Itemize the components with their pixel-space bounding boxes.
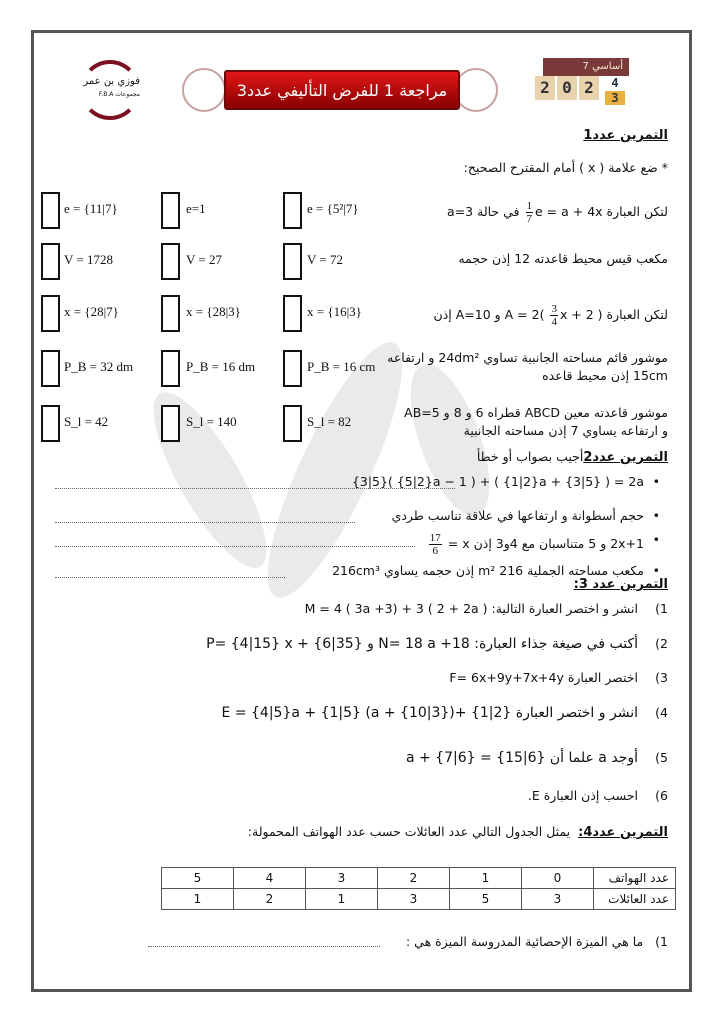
answer-option: e = {5²|7} (307, 201, 359, 216)
ex2-heading-line (477, 449, 668, 465)
year-digit: 0 (557, 76, 577, 100)
table-cell: 2 (378, 868, 450, 889)
question-number: 2) (655, 636, 668, 651)
table-cell: 1 (306, 889, 378, 910)
table-cell: 2 (234, 889, 306, 910)
question-number: 5) (655, 750, 668, 765)
answer-checkbox[interactable] (161, 405, 180, 442)
ex1-instruction: * ضع علامة ( x ) أمام المقترح الصحيح: (463, 160, 668, 175)
answer-checkbox[interactable] (41, 243, 60, 280)
phones-table (161, 867, 676, 910)
true-false-item: مكعب مساحته الجملية 216 m² إذن حجمه يساوي 216cm³ (332, 563, 644, 578)
answer-option: V = 72 (307, 252, 343, 267)
answer-checkbox[interactable] (41, 192, 60, 229)
answer-line[interactable] (55, 488, 455, 489)
ornament-icon (182, 68, 226, 112)
question-number: 1) (655, 601, 668, 616)
true-false-item: {3|5}( {5|2}a − 1 ) + ( {1|2}a + {3|5} ) = 2a (351, 474, 644, 489)
table-cell: 5 (450, 889, 522, 910)
question-text: احسب إذن العبارة E. (527, 788, 638, 803)
ex4-heading-line (248, 824, 668, 840)
question-number: 4) (655, 705, 668, 720)
question-text: ما هي الميزة الإحصائية المدروسة الميزة هي : (405, 934, 644, 949)
table-row (162, 868, 676, 889)
bullet: • (652, 508, 660, 523)
question-text: موشور قاعدته معين ABCD قطراه 6 و 8 و AB=5 (404, 405, 668, 420)
table-cell: 5 (162, 868, 234, 889)
true-false-item: 2x+1 و 5 متناسبان مع 4و3 إذن x = $\frac{17}{6}$ (429, 532, 644, 557)
question-text: 15cm إذن محيط قاعده (542, 368, 668, 383)
question-text: انشر و اختصر العبارة التالية: M = 4 ( 3a +3) + 3 ( 2 + 2a ) (304, 601, 638, 616)
answer-checkbox[interactable] (161, 295, 180, 332)
question-text: لتكن العبارة e = a + 4x $\frac{1}{7}$ في حالة a=3 (447, 200, 668, 225)
question-number: 1) (655, 934, 668, 949)
question-text: لتكن العبارة A = 2( $\frac{3}{4}$ x + 2 ) و A=10 إذن (433, 303, 668, 328)
logo (76, 58, 146, 124)
grade-label: 7 أساسي (543, 58, 629, 76)
answer-checkbox[interactable] (283, 243, 302, 280)
question-text: انشر و اختصر العبارة E = {4|5}a + {1|5} (a + {10|3})+ {1|2} (221, 705, 638, 721)
table-cell: 3 (378, 889, 450, 910)
answer-line[interactable] (55, 522, 355, 523)
bullet: • (652, 474, 660, 489)
table-row (162, 889, 676, 910)
fraction: $\frac{3}{4}$ (551, 303, 557, 328)
fraction: $\frac{17}{6}$ (429, 532, 441, 557)
answer-checkbox[interactable] (41, 350, 60, 387)
ex2-instruction: أجيب بصواب أو خطأ (476, 449, 584, 464)
true-false-item: حجم أسطوانة و ارتفاعها في علاقة تناسب طردي (391, 508, 644, 523)
question-text: أكتب في صيغة جذاء العبارة: N= 18 a +18 و P= {4|15} x + {6|35} (206, 636, 638, 652)
answer-option: x = {28|3} (186, 304, 241, 319)
answer-checkbox[interactable] (161, 243, 180, 280)
ex2-heading: التمرين عدد2 (583, 450, 668, 465)
answer-option: e = {11|7} (64, 201, 118, 216)
logo-text: فوزي بن عمر (83, 76, 140, 87)
answer-line[interactable] (148, 946, 380, 947)
question-text: و ارتفاعه يساوي 7 إذن مساحته الجانبية (463, 423, 668, 438)
ornament-icon (454, 68, 498, 112)
table-cell: 1 (450, 868, 522, 889)
question-text: أوجد a علما أن a + {7|6} = {15|6} (405, 750, 638, 766)
table-row-label: عدد الهواتف (594, 868, 676, 889)
answer-option: P_B = 32 dm (64, 359, 134, 374)
answer-checkbox[interactable] (161, 192, 180, 229)
answer-option: V = 27 (186, 252, 222, 267)
question-text: موشور قائم مساحته الجانبية تساوي 24dm² و ارتفاعه (387, 350, 668, 365)
question-text: مكعب قيس محيط قاعدته 12 إذن حجمه (458, 251, 668, 266)
answer-checkbox[interactable] (41, 295, 60, 332)
answer-line[interactable] (55, 577, 285, 578)
answer-option: x = {28|7} (64, 304, 119, 319)
ex4-instruction: يمثل الجدول التالي عدد العائلات حسب عدد الهواتف المحمولة: (247, 824, 571, 839)
table-cell: 3 (306, 868, 378, 889)
answer-line[interactable] (55, 546, 415, 547)
question-number: 6) (655, 788, 668, 803)
question-number: 3) (655, 670, 668, 685)
ex4-heading: التمرين عدد4: (578, 825, 668, 840)
logo-ring (80, 60, 140, 120)
year-digit: 2 (535, 76, 555, 100)
ex1-heading: التمرين عدد1 (583, 128, 668, 143)
answer-option: S_l = 140 (186, 414, 237, 429)
answer-checkbox[interactable] (283, 350, 302, 387)
answer-checkbox[interactable] (283, 295, 302, 332)
bullet: • (652, 532, 660, 547)
answer-checkbox[interactable] (161, 350, 180, 387)
year-calendar (535, 58, 631, 108)
year-digit: 2 (579, 76, 599, 100)
page-title: مراجعة 1 للفرض التأليفي عدد3 (224, 70, 460, 110)
question-text: اختصر العبارة F= 6x+9y+7x+4y (449, 670, 638, 685)
bullet: • (652, 563, 660, 578)
answer-option: P_B = 16 cm (307, 359, 376, 374)
table-cell: 1 (162, 889, 234, 910)
ex4-question (406, 934, 668, 949)
fraction: $\frac{1}{7}$ (526, 200, 533, 225)
year-digit: 4 (605, 76, 625, 90)
answer-checkbox[interactable] (283, 405, 302, 442)
table-cell: 4 (234, 868, 306, 889)
answer-option: e=1 (186, 201, 206, 216)
logo-subtext: مجموعات F.B.A (98, 91, 140, 98)
table-cell: 3 (522, 889, 594, 910)
answer-option: x = {16|3} (307, 304, 362, 319)
table-cell: 0 (522, 868, 594, 889)
answer-checkbox[interactable] (283, 192, 302, 229)
answer-option: P_B = 16 dm (186, 359, 256, 374)
answer-checkbox[interactable] (41, 405, 60, 442)
answer-option: S_l = 42 (64, 414, 109, 429)
title-banner (180, 64, 500, 112)
ex3-heading: التمرين عدد 3: (573, 577, 668, 592)
answer-option: V = 1728 (64, 252, 113, 267)
answer-option: S_l = 82 (307, 414, 352, 429)
table-row-label: عدد العائلات (594, 889, 676, 910)
year-digit: 3 (605, 91, 625, 105)
